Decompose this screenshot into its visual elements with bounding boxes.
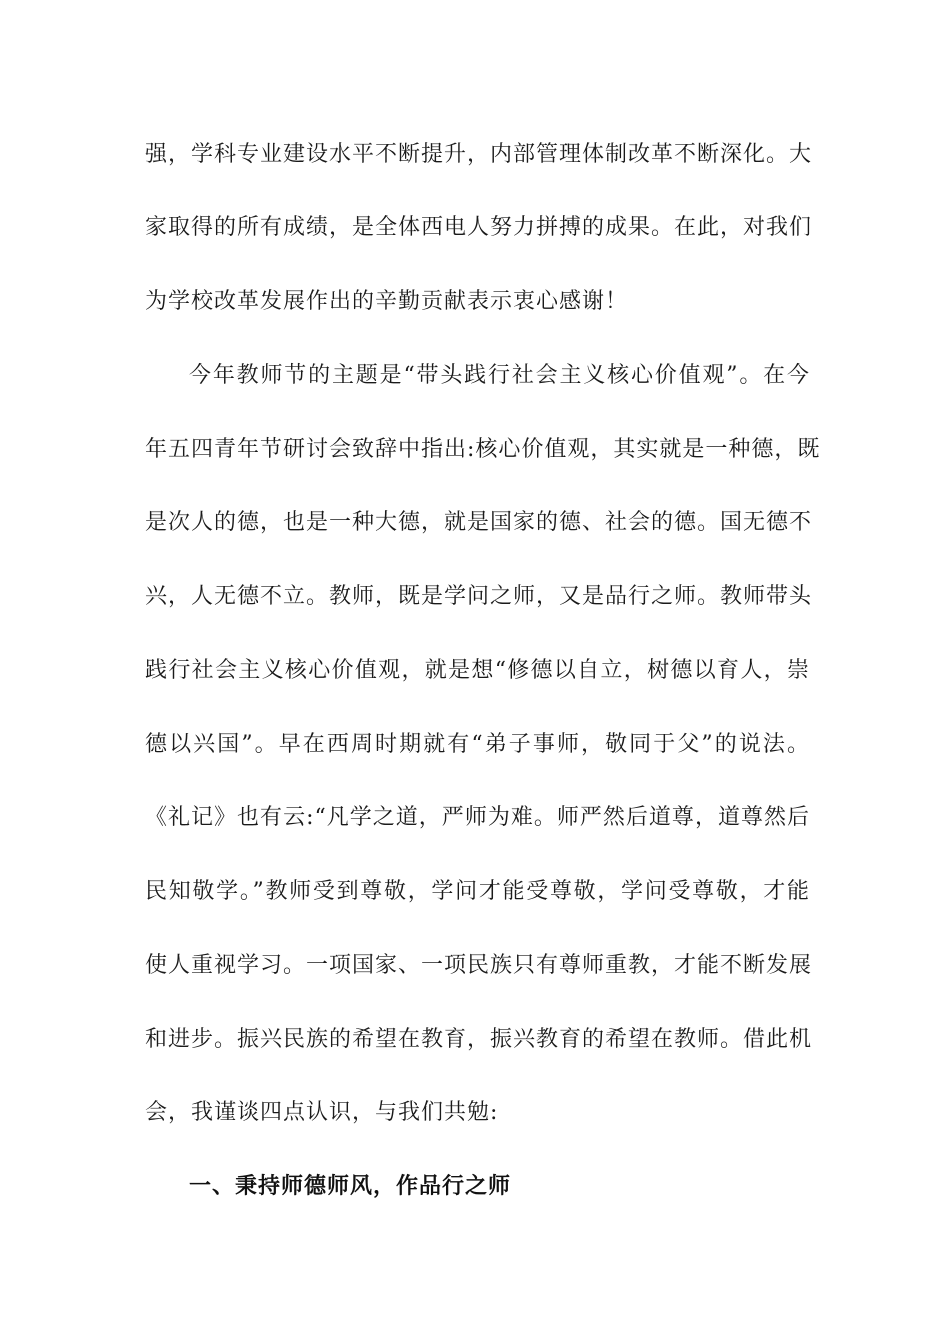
paragraph-line: 强，学科专业建设水平不断提升，内部管理体制改革不断深化。大 [145, 142, 813, 167]
paragraph-line: 今年教师节的主题是“带头践行社会主义核心价值观”。在今 [189, 363, 810, 388]
paragraph-line: 为学校改革发展作出的辛勤贡献表示衷心感谢！ [145, 289, 629, 314]
paragraph-line: 是次人的德，也是一种大德，就是国家的德、社会的德。国无德不 [145, 510, 813, 535]
paragraph-line: 民知敬学。”教师受到尊敬，学问才能受尊敬，学问受尊敬，才能 [145, 879, 810, 904]
paragraph-line: 德以兴国”。早在西周时期就有“弟子事师，敬同于父”的说法。 [145, 732, 810, 757]
paragraph-line: 使人重视学习。一项国家、一项民族只有尊师重教，才能不断发展 [145, 953, 813, 978]
section-heading: 一、秉持师德师风，作品行之师 [189, 1174, 512, 1199]
paragraph-line: 兴，人无德不立。教师，既是学问之师，又是品行之师。教师带头 [145, 584, 813, 609]
paragraph-line: 会，我谨谈四点认识，与我们共勉: [145, 1100, 499, 1125]
paragraph-line: 《礼记》也有云:“凡学之道，严师为难。师严然后道尊，道尊然后 [145, 805, 810, 830]
paragraph-line: 年五四青年节研讨会致辞中指出:核心价值观，其实就是一种德，既 [145, 437, 821, 462]
paragraph-line: 和进步。振兴民族的希望在教育，振兴教育的希望在教师。借此机 [145, 1027, 813, 1052]
paragraph-line: 家取得的所有成绩，是全体西电人努力拼搏的成果。在此，对我们 [145, 215, 813, 240]
paragraph-line: 践行社会主义核心价值观，就是想“修德以自立，树德以育人，崇 [145, 658, 810, 683]
